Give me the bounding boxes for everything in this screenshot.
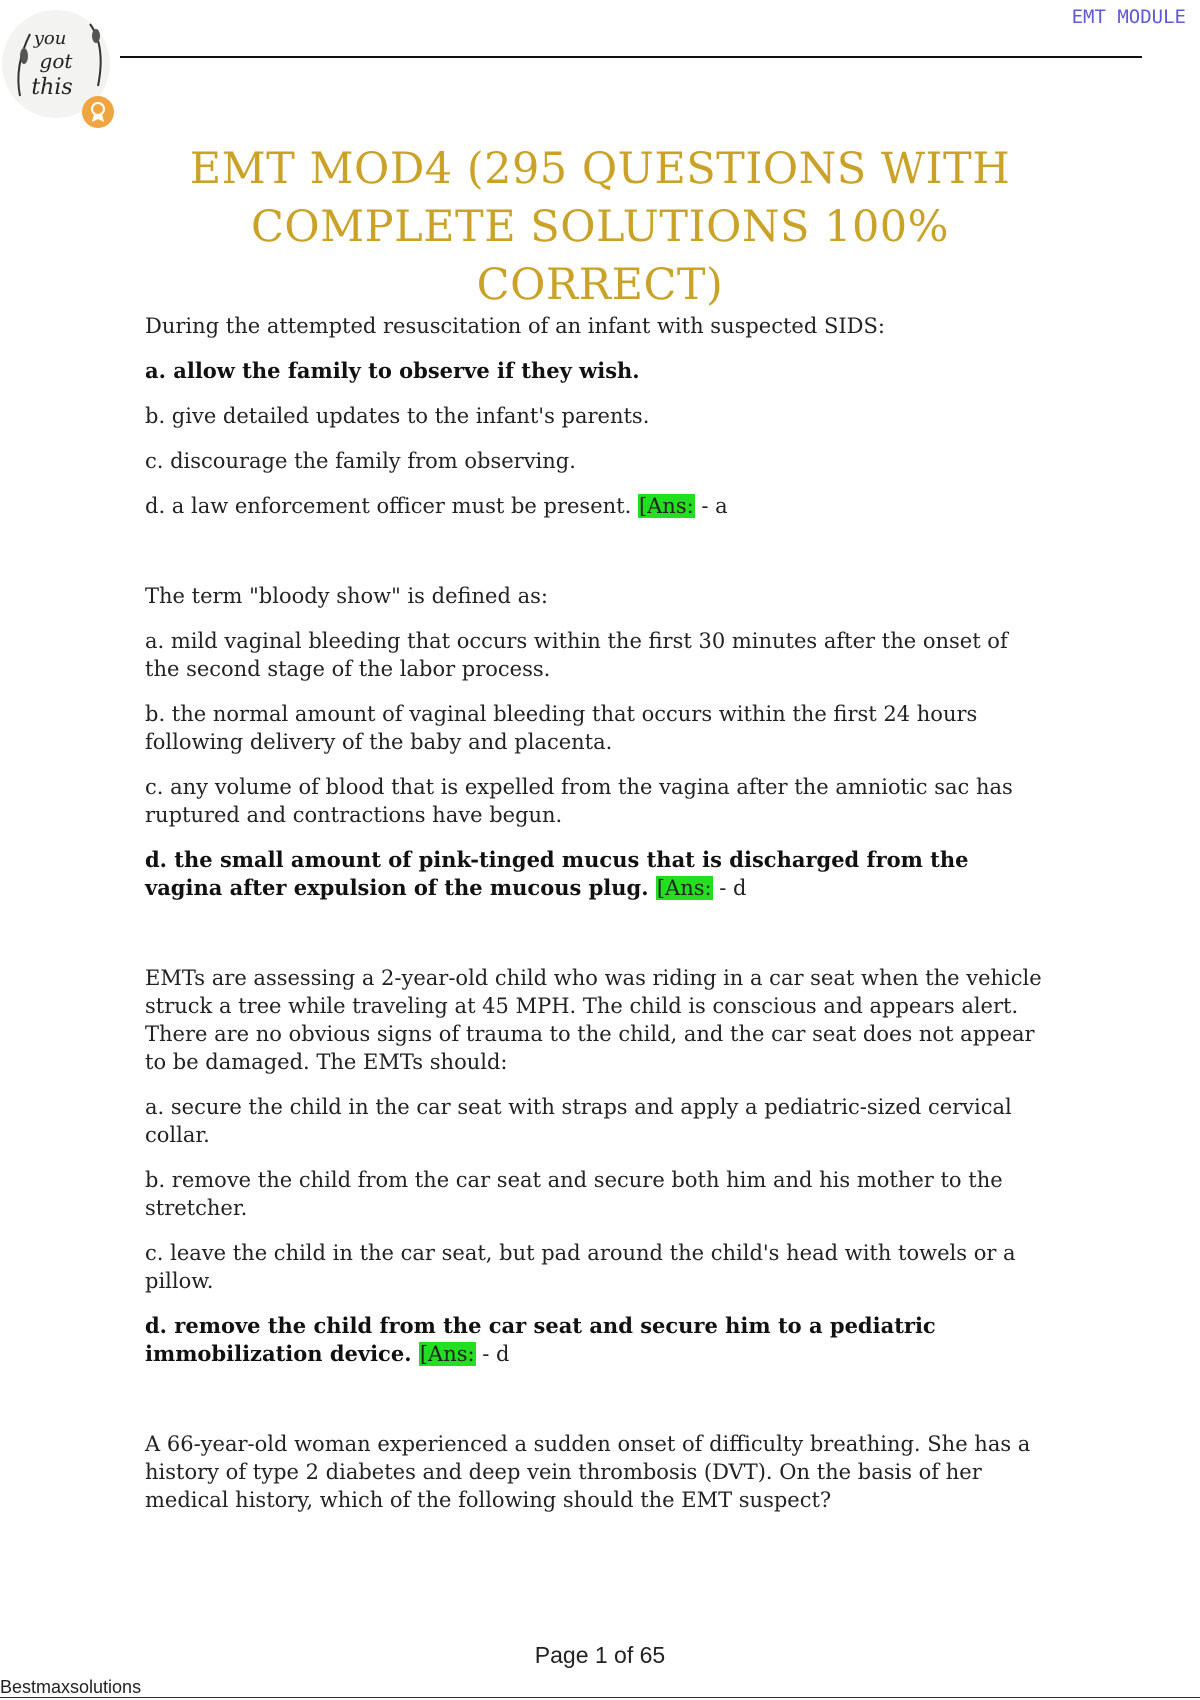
answer-option-text: d. a law enforcement officer must be present.	[145, 494, 638, 518]
svg-text:this: this	[31, 75, 73, 100]
answer-option: a. secure the child in the car seat with straps and apply a pediatric-sized cervical collar.	[145, 1095, 1012, 1147]
answer-option: a. allow the family to observe if they wish.	[145, 358, 640, 383]
answer-option	[145, 1312, 1045, 1368]
answer-option: b. remove the child from the car seat and secure both him and his mother to the stretcher.	[145, 1168, 1003, 1220]
answer-option-text: d. remove the child from the car seat and secure him to a pediatric immobilization device.	[145, 1313, 936, 1366]
answer-key-letter: - d	[712, 876, 747, 900]
answer-option: c. discourage the family from observing.	[145, 449, 576, 473]
question-text: EMTs are assessing a 2-year-old child who was riding in a car seat when the vehicle struck a tree while traveling at 45 MPH. The child is conscious and appears alert. There are no obvious signs of trauma to the child, and the car seat does not appear to be damaged. The EMTs should:	[145, 966, 1042, 1074]
answer-key-highlight: [Ans:	[656, 876, 712, 900]
answer-option: b. give detailed updates to the infant's parents.	[145, 404, 650, 428]
answer-key-highlight: [Ans:	[419, 1342, 475, 1366]
answer-option: c. leave the child in the car seat, but pad around the child's head with towels or a pillow.	[145, 1241, 1016, 1293]
header-divider	[120, 56, 1142, 58]
footer-brand: Bestmaxsolutions	[0, 1677, 142, 1697]
answer-option: c. any volume of blood that is expelled from the vagina after the amniotic sac has ruptured and contractions have begun.	[145, 775, 1013, 827]
module-header-label: EMT MODULE	[1071, 6, 1186, 28]
answer-key-highlight: [Ans:	[638, 494, 694, 518]
answer-option-text: d. the small amount of pink-tinged mucus that is discharged from the vagina after expulsion of the mucous plug.	[145, 847, 969, 900]
question-block	[145, 582, 1045, 902]
footer-divider	[0, 1697, 1200, 1698]
you-got-this-logo-icon	[0, 6, 124, 130]
question-block	[145, 964, 1045, 1368]
answer-option	[145, 492, 1045, 520]
answer-key-letter: - a	[694, 494, 728, 518]
question-text: The term "bloody show" is defined as:	[145, 584, 548, 608]
answer-option: a. mild vaginal bleeding that occurs within the first 30 minutes after the onset of the second stage of the labor process.	[145, 629, 1008, 681]
question-text: A 66-year-old woman experienced a sudden onset of difficulty breathing. She has a history of type 2 diabetes and deep vein thrombosis (DVT). On the basis of her medical history, which of the following should the EMT suspect?	[145, 1432, 1031, 1512]
answer-option	[145, 846, 1045, 902]
answer-key-letter: - d	[475, 1342, 510, 1366]
answer-option: b. the normal amount of vaginal bleeding that occurs within the first 24 hours following delivery of the baby and placenta.	[145, 702, 978, 754]
question-text: During the attempted resuscitation of an infant with suspected SIDS:	[145, 314, 885, 338]
svg-text:you: you	[33, 28, 67, 49]
document-title: EMT MOD4 (295 QUESTIONS WITH COMPLETE SOLUTIONS 100% CORRECT)	[189, 144, 1011, 310]
question-block	[145, 1430, 1045, 1514]
page-number: Page 1 of 65	[534, 1642, 666, 1668]
question-block	[145, 312, 1045, 520]
svg-text:got: got	[39, 49, 73, 73]
questions-list	[145, 312, 1045, 1576]
